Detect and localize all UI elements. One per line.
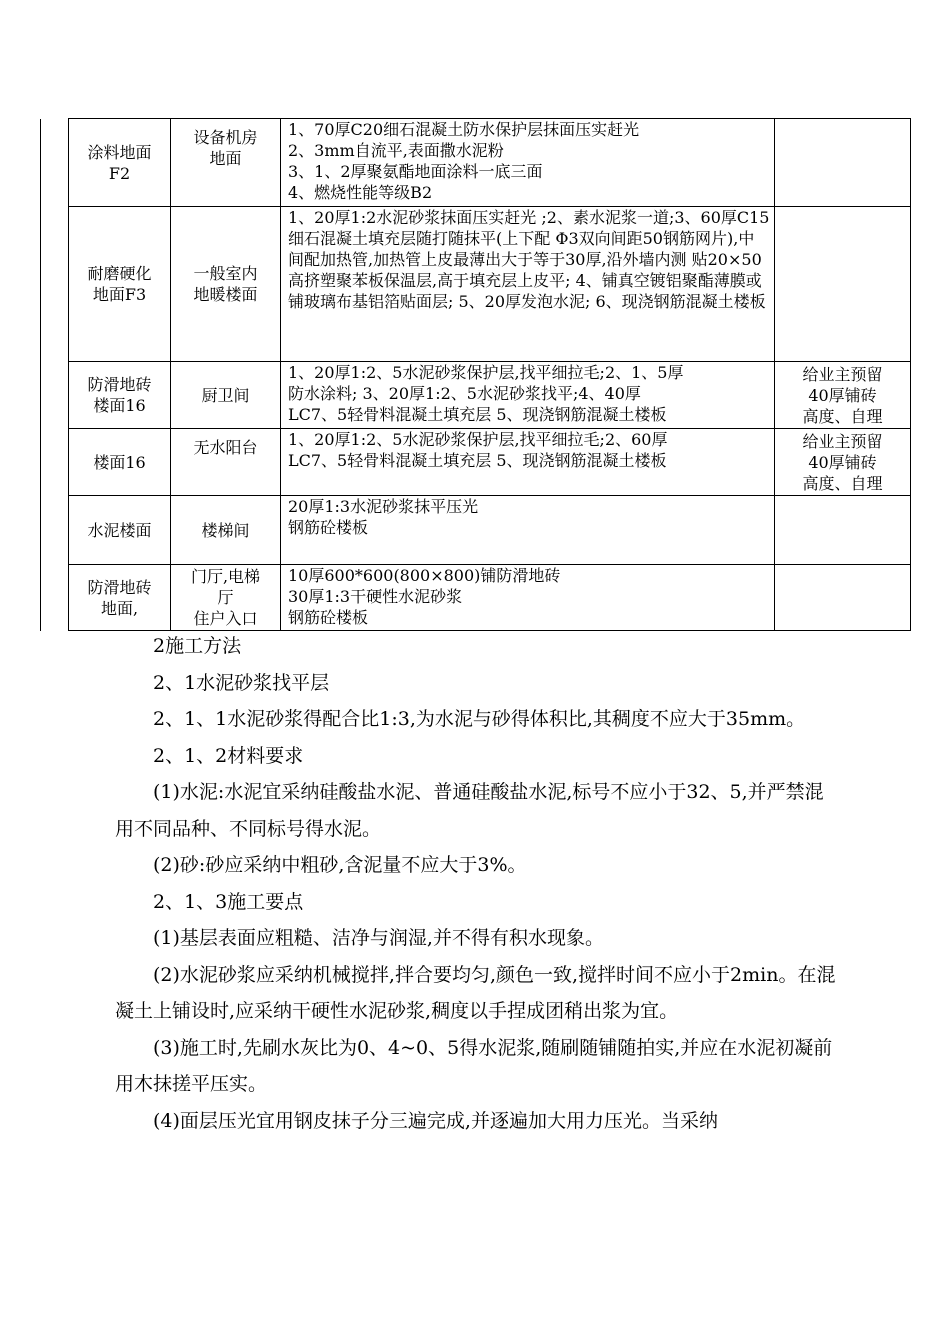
floor-type-text: 地面F3 xyxy=(92,285,147,304)
floor-type-text: 防滑地砖 xyxy=(87,375,152,394)
paragraph: (1)水泥:水泥宜采纳硅酸盐水泥、普通硅酸盐水泥,标号不应小于32、5,并严禁混用不同品种、不同标号得水泥。 xyxy=(115,781,824,840)
location-text: 无水阳台 xyxy=(193,438,258,457)
location-cell xyxy=(171,496,281,565)
floor-type-text: 水泥楼面 xyxy=(87,520,152,540)
construction-spec-cell xyxy=(281,496,775,565)
section-heading: 2施工方法 xyxy=(153,635,242,657)
floor-type-text: F2 xyxy=(108,163,131,183)
subsection-heading: 2、1水泥砂浆找平层 xyxy=(153,671,330,694)
spec-line: 30厚1:3干硬性水泥砂浆 xyxy=(288,587,463,606)
location-cell xyxy=(171,429,281,496)
floor-type-cell xyxy=(69,429,171,496)
spec-line: 4、燃烧性能等级B2 xyxy=(288,183,433,202)
floor-type-cell xyxy=(69,119,171,207)
location-text: 门厅,电梯 xyxy=(190,567,261,586)
floor-type-text: 地面, xyxy=(100,598,139,618)
spec-line: 2、3mm自流平,表面撒水泥粉 xyxy=(288,141,504,160)
remark-text: 高度、自理 xyxy=(802,473,883,493)
location-cell xyxy=(171,207,281,362)
spec-line: 防水涂料; 3、20厚1:2、5水泥砂浆找平;4、40厚 xyxy=(288,384,641,403)
spec-line: 钢筋砼楼板 xyxy=(288,608,369,627)
remark-text: 高度、自理 xyxy=(802,406,883,426)
location-text: 住户入口 xyxy=(193,609,258,628)
paragraph: 2、1、1水泥砂浆得配合比1:3,为水泥与砂得体积比,其稠度不应大于35mm。 xyxy=(153,708,806,730)
paragraph: (2)砂:砂应采纳中粗砂,含泥量不应大于3%。 xyxy=(153,854,527,876)
floor-type-text: 防滑地砖 xyxy=(87,577,152,597)
location-text: 厨卫间 xyxy=(201,385,250,405)
location-text: 设备机房 xyxy=(193,128,258,147)
spec-line: 10厚600*600(800×800)铺防滑地砖 xyxy=(288,566,561,585)
location-text: 楼梯间 xyxy=(201,520,250,540)
table-row xyxy=(41,207,911,362)
location-cell xyxy=(171,362,281,429)
spec-paragraph: 1、20厚1:2水泥砂浆抹面压实赶光 ;2、素水泥浆一道;3、60厚C15细石混凝土填充层随打随抹平(上下配 Φ3双向间距50钢筋网片),中间配加热管,加热管上皮最薄出大于等于30厚,沿外墙内测 贴20×50高挤塑聚苯板保温层,高于填充层上皮平; 4、铺真空镀铝聚酯薄膜或铺玻璃布基铝箔贴面层; 5、20厚发泡水泥; 6、现浇钢筋混凝土楼板 xyxy=(288,208,770,311)
remark-text: 40厚铺砖 xyxy=(808,452,877,472)
subsection-heading: 2、1、2材料要求 xyxy=(153,744,304,767)
construction-spec-cell xyxy=(281,429,775,496)
floor-type-text: 楼面16 xyxy=(93,452,146,472)
floor-type-text: 耐磨硬化 xyxy=(87,264,152,283)
remark-cell xyxy=(775,119,911,207)
floor-type-cell xyxy=(69,496,171,565)
spec-line: 1、20厚1:2、5水泥砂浆保护层,找平细拉毛;2、60厚 xyxy=(288,430,668,449)
remark-text: 给业主预留 xyxy=(802,364,883,384)
remark-cell xyxy=(775,496,911,565)
spec-line: LC7、5轻骨料混凝土填充层 5、现浇钢筋混凝土楼板 xyxy=(288,451,667,470)
location-text: 厅 xyxy=(217,588,234,607)
paragraph: (4)面层压光宜用钢皮抹子分三遍完成,并逐遍加大用力压光。当采纳 xyxy=(153,1109,718,1132)
floor-type-text: 楼面16 xyxy=(93,396,146,415)
remark-cell xyxy=(775,429,911,496)
location-text: 地暖楼面 xyxy=(193,285,258,304)
spec-line: 3、1、2厚聚氨酯地面涂料一底三面 xyxy=(288,162,543,181)
paragraph: (3)施工时,先刷水灰比为0、4~0、5得水泥浆,随刷随铺随拍实,并应在水泥初凝前用木抹搓平压实。 xyxy=(115,1036,833,1095)
floor-type-cell xyxy=(69,565,171,631)
table-row xyxy=(41,496,911,565)
location-text: 一般室内 xyxy=(193,264,258,283)
floor-type-cell xyxy=(69,362,171,429)
location-text: 地面 xyxy=(209,149,242,168)
spec-line: LC7、5轻骨料混凝土填充层 5、现浇钢筋混凝土楼板 xyxy=(288,405,667,424)
table-row xyxy=(41,429,911,496)
remark-text: 给业主预留 xyxy=(802,431,883,451)
remark-cell xyxy=(775,362,911,429)
spec-line: 钢筋砼楼板 xyxy=(288,518,369,537)
floor-finish-table xyxy=(40,118,911,631)
construction-spec-cell xyxy=(281,565,775,631)
table-row xyxy=(41,119,911,207)
construction-spec-cell xyxy=(281,207,775,362)
table-left-margin-column xyxy=(41,119,69,631)
remark-cell xyxy=(775,565,911,631)
paragraph: (1)基层表面应粗糙、洁净与润湿,并不得有积水现象。 xyxy=(153,927,604,949)
document-body xyxy=(115,628,838,1139)
table-row xyxy=(41,565,911,631)
spec-line: 1、70厚C20细石混凝土防水保护层抹面压实赶光 xyxy=(288,120,640,139)
location-cell xyxy=(171,565,281,631)
construction-spec-cell xyxy=(281,362,775,429)
floor-type-text: 涂料地面 xyxy=(87,142,152,162)
subsection-heading: 2、1、3施工要点 xyxy=(153,890,304,913)
paragraph: (2)水泥砂浆应采纳机械搅拌,拌合要均匀,颜色一致,搅拌时间不应小于2min。在混凝土上铺设时,应采纳干硬性水泥砂浆,稠度以手捏成团稍出浆为宜。 xyxy=(115,963,836,1022)
floor-type-cell xyxy=(69,207,171,362)
remark-cell xyxy=(775,207,911,362)
table-row xyxy=(41,362,911,429)
location-cell xyxy=(171,119,281,207)
remark-text: 40厚铺砖 xyxy=(808,385,877,405)
spec-line: 20厚1:3水泥砂浆抹平压光 xyxy=(288,497,479,516)
spec-line: 1、20厚1:2、5水泥砂浆保护层,找平细拉毛;2、1、5厚 xyxy=(288,363,684,382)
construction-spec-cell xyxy=(281,119,775,207)
